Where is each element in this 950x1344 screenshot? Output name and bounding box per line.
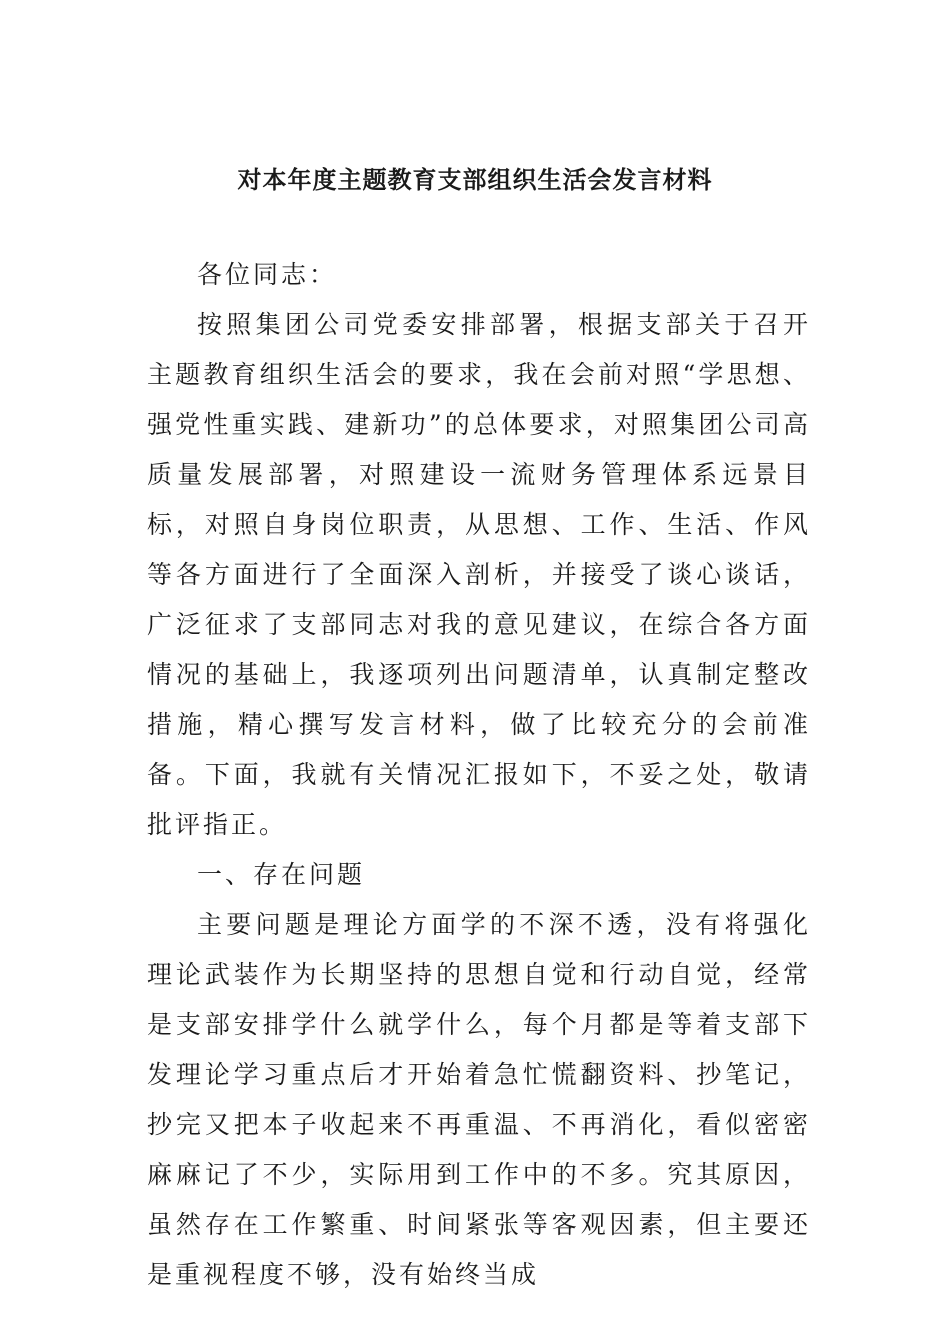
document-title: 对本年度主题教育支部组织生活会发言材料 [237, 165, 713, 194]
salutation: 各位同志： [197, 260, 338, 289]
section-heading: 一、存在问题 [197, 860, 366, 889]
intro-paragraph: 按照集团公司党委安排部署，根据支部关于召开主题教育组织生活会的要求，我在会前对照“学思想、强党性重实践、建新功”的总体要求，对照集团公司高质量发展部署，对照建设一流财务管理体系远景目标，对照自身岗位职责，从思想、工作、生活、作风等各方面进行了全面深入剖析，并接受了谈心谈话，广泛征求了支部同志对我的意见建议，在综合各方面情况的基础上，我逐项列出问题清单，认真制定整改措施，精心撰写发言材料，做了比较充分的会前准备。下面，我就有关情况汇报如下，不妥之处，敬请批评指正。 [147, 310, 811, 839]
section-paragraph: 主要问题是理论方面学的不深不透，没有将强化理论武装作为长期坚持的思想自觉和行动自觉，经常是支部安排学什么就学什么，每个月都是等着支部下发理论学习重点后才开始着急忙慌翻资料、抄笔记，抄完又把本子收起来不再重温、不再消化，看似密密麻麻记了不少，实际用到工作中的不多。究其原因，虽然存在工作繁重、时间紧张等客观因素，但主要还是重视程度不够，没有始终当成 [147, 910, 811, 1289]
document-body [147, 250, 811, 1300]
